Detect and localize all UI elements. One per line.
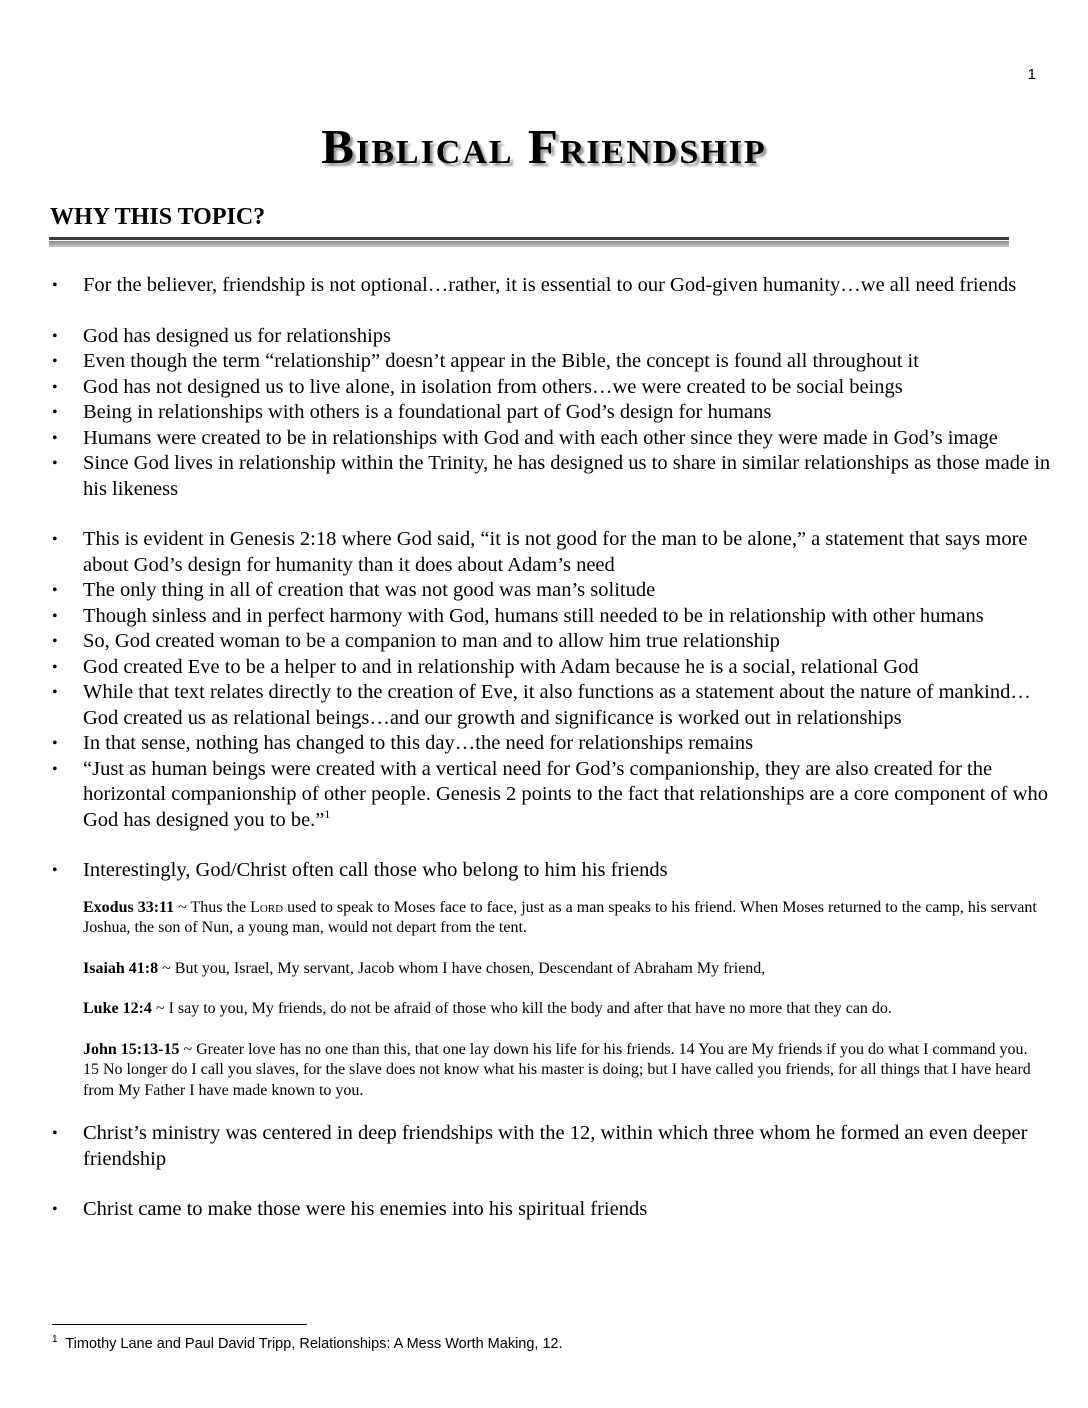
list-item: • While that text relates directly to the creation of Eve, it also functions as a statement about the nature of mankind…God created us as relational beings…and our growth and significance is worked out in relationships (52, 681, 1031, 729)
bullet-icon: • (52, 633, 58, 650)
bullet-icon: • (52, 353, 58, 370)
list-item: • So, God created woman to be a companion to man and to allow him true relationship (52, 629, 1052, 655)
scripture-reference: John 15:13-15 (83, 1040, 180, 1058)
list-item: • Since God lives in relationship within the Trinity, he has designed us to share in similar relationships as those made in his likeness (52, 452, 1051, 500)
bullet-icon: • (52, 862, 58, 879)
list-item: • Though sinless and in perfect harmony with God, humans still needed to be in relationship with other humans (52, 604, 1052, 630)
bullet-icon: • (52, 531, 58, 548)
bullet-list-design (52, 324, 1052, 503)
bullet-icon: • (52, 277, 58, 294)
bullet-icon: • (52, 429, 58, 447)
bullet-icon: • (52, 1201, 58, 1218)
list-item: • Christ came to make those were his enemies into his spiritual friends (52, 1197, 1052, 1223)
scripture-reference: Isaiah 41:8 (83, 959, 159, 977)
footnote-divider (52, 1324, 307, 1325)
scripture-reference: Exodus 33:11 (83, 898, 175, 916)
bullet-list-enemies (52, 1197, 1052, 1223)
list-item: • In that sense, nothing has changed to this day…the need for relationships remains (52, 731, 1052, 757)
scripture-quote-exodus: Exodus 33:11 ~ Thus the Lord used to speak to Moses face to face, just as a man speaks to his friend. When Moses returned to the camp, his servant Joshua, the son of Nun, a young man, would not depart from the tent. (83, 898, 1037, 936)
bullet-icon: • (52, 1125, 58, 1142)
bullet-icon: • (52, 404, 58, 421)
bullet-icon: • (52, 455, 58, 472)
list-item: • The only thing in all of creation that was not good was man’s solitude (52, 578, 1052, 604)
bullet-icon: • (52, 684, 58, 701)
bullet-icon: • (52, 582, 58, 599)
bullet-list-genesis (52, 527, 1052, 833)
list-item: • Being in relationships with others is a foundational part of God’s design for humans (52, 400, 1052, 426)
list-item: • Interestingly, God/Christ often call those who belong to him his friends (52, 858, 1052, 884)
list-item: • God has designed us for relationships (52, 324, 1052, 350)
list-item: • Even though the term “relationship” doesn’t appear in the Bible, the concept is found all throughout it (52, 349, 1052, 375)
list-item: • Humans were created to be in relationships with God and with each other since they were made in God’s image (52, 426, 1052, 452)
footnote-mark: 1 (52, 1334, 58, 1346)
scripture-quote-john: John 15:13-15 ~ Greater love has no one than this, that one lay down his life for his friends. 14 You are My friends if you do what I command you. 15 No longer do I call you slaves, for the slave does not know what his master is doing; but I have called you friends, for all things that I have heard from My Father I have made known to you. (83, 1040, 1031, 1099)
section-heading: WHY THIS TOPIC? (50, 204, 266, 230)
scripture-quote-luke: Luke 12:4 ~ I say to you, My friends, do not be afraid of those who kill the body and after that have no more that they can do. (83, 1000, 892, 1017)
bullet-icon: • (52, 760, 58, 778)
scripture-quotes (83, 898, 1043, 1102)
footnote-text: Timothy Lane and Paul David Tripp, Relationships: A Mess Worth Making, 12. (65, 1336, 563, 1352)
document-body (52, 273, 1052, 1223)
footnote-reference[interactable]: 1 (324, 806, 331, 821)
bullet-icon: • (52, 735, 58, 752)
list-item: • God created Eve to be a helper to and in relationship with Adam because he is a social, relational God (52, 655, 1052, 681)
bullet-list-ministry (52, 1121, 1052, 1172)
scripture-quote-isaiah: Isaiah 41:8 ~ But you, Israel, My servant, Jacob whom I have chosen, Descendant of Abraham My friend, (83, 959, 766, 977)
bullet-icon: • (52, 658, 58, 676)
bullet-icon: • (52, 607, 58, 625)
page-number: 1 (1027, 66, 1036, 83)
list-item: • “Just as human beings were created with a vertical need for God’s companionship, they are also created for the horizontal companionship of other people. Genesis 2 points to the fact that relationships are a core component of who God has designed you to be.”$^1$ (52, 757, 1048, 831)
footnote (52, 1336, 563, 1352)
page-title: Biblical Friendship (321, 119, 767, 174)
bullet-icon: • (52, 327, 58, 345)
bullet-list-friends (52, 858, 1052, 884)
list-item: • God has not designed us to live alone, in isolation from others…we were created to be social beings (52, 375, 1052, 401)
bullet-icon: • (52, 378, 58, 396)
bullet-list-intro (52, 273, 1052, 299)
scripture-reference: Luke 12:4 (83, 1000, 152, 1017)
list-item: • For the believer, friendship is not optional…rather, it is essential to our God-given humanity…we all need friends (52, 273, 1052, 299)
list-item: • This is evident in Genesis 2:18 where God said, “it is not good for the man to be alone,” a statement that says more about God’s design for humanity than it does about Adam’s need (52, 528, 1028, 576)
heading-divider (49, 237, 1009, 247)
list-item: • Christ’s ministry was centered in deep friendships with the 12, within which three whom he formed an even deeper friendship (52, 1122, 1028, 1170)
